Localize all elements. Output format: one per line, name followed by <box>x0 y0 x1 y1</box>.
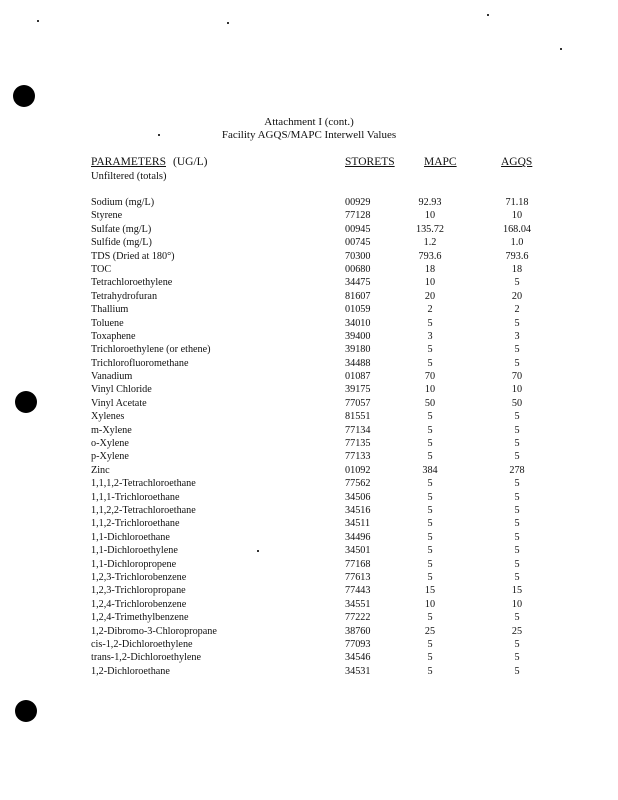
mapc-value: 2 <box>427 304 433 316</box>
agqs-value: 5 <box>514 665 520 677</box>
table-row <box>0 343 618 356</box>
mapc-value: 5 <box>427 612 433 624</box>
parameter-table <box>0 196 618 678</box>
table-row <box>0 410 618 423</box>
table-row <box>0 317 618 330</box>
mapc-value: 20 <box>424 290 436 302</box>
agqs-value: 5 <box>514 317 520 329</box>
page-subtitle: Facility AGQS/MAPC Interwell Values <box>221 129 397 141</box>
storet-code: 39400 <box>345 330 371 342</box>
parameter-name: trans-1,2-Dichloroethylene <box>91 652 202 664</box>
mapc-value: 18 <box>424 263 436 275</box>
parameter-name: 1,1,2-Trichloroethane <box>91 518 180 530</box>
scan-speck <box>227 22 229 24</box>
mapc-value: 70 <box>424 371 436 383</box>
agqs-value: 5 <box>514 531 520 543</box>
parameter-name: cis-1,2-Dichloroethylene <box>91 638 193 650</box>
mapc-value: 5 <box>427 491 433 503</box>
agqs-value: 5 <box>514 638 520 650</box>
storet-code: 77168 <box>345 558 371 570</box>
storet-code: 77134 <box>345 424 371 436</box>
storet-code: 81607 <box>345 290 371 302</box>
agqs-value: 5 <box>514 411 520 423</box>
storet-code: 77128 <box>345 210 371 222</box>
parameter-name: 1,1,1,2-Tetrachloroethane <box>91 478 196 490</box>
table-row <box>0 477 618 490</box>
storet-code: 01087 <box>345 371 371 383</box>
mapc-value: 5 <box>427 451 433 463</box>
table-row <box>0 303 618 316</box>
agqs-value: 5 <box>514 357 520 369</box>
scan-speck <box>560 48 562 50</box>
scan-speck <box>487 14 489 16</box>
mapc-value: 5 <box>427 531 433 543</box>
storet-code: 34475 <box>345 277 371 289</box>
storet-code: 77133 <box>345 451 371 463</box>
column-header-units: (UG/L) <box>173 156 208 168</box>
table-row <box>0 437 618 450</box>
agqs-value: 168.04 <box>502 223 531 235</box>
table-row <box>0 558 618 571</box>
agqs-value: 793.6 <box>505 250 529 262</box>
agqs-value: 5 <box>514 478 520 490</box>
mapc-value: 5 <box>427 504 433 516</box>
table-row <box>0 651 618 664</box>
parameter-name: Thallium <box>91 304 129 316</box>
parameter-name: Zinc <box>91 464 110 476</box>
parameter-name: 1,2,4-Trichlorobenzene <box>91 598 187 610</box>
parameter-name: Toxaphene <box>91 330 136 342</box>
column-header-mapc: MAPC <box>424 156 457 168</box>
parameter-name: Sodium (mg/L) <box>91 197 155 208</box>
parameter-name: TOC <box>91 263 112 275</box>
storet-code: 77135 <box>345 438 371 450</box>
parameter-name: 1,2-Dibromo-3-Chloropropane <box>91 625 217 637</box>
agqs-value: 70 <box>511 371 523 383</box>
storet-code: 00929 <box>345 197 371 208</box>
agqs-value: 5 <box>514 545 520 557</box>
parameter-name: m-Xylene <box>91 424 132 436</box>
agqs-value: 71.18 <box>505 197 529 208</box>
punch-hole-bottom <box>15 700 37 722</box>
parameter-name: Sulfate (mg/L) <box>91 223 152 235</box>
mapc-value: 5 <box>427 357 433 369</box>
table-row <box>0 330 618 343</box>
table-row <box>0 584 618 597</box>
mapc-value: 10 <box>424 598 436 610</box>
parameter-name: Trichlorofluoromethane <box>91 357 189 369</box>
agqs-value: 50 <box>511 397 523 409</box>
mapc-value: 10 <box>424 384 436 396</box>
mapc-value: 5 <box>427 344 433 356</box>
mapc-value: 135.72 <box>415 223 444 235</box>
scan-speck <box>37 20 39 22</box>
mapc-value: 5 <box>427 438 433 450</box>
agqs-value: 5 <box>514 491 520 503</box>
mapc-value: 5 <box>427 478 433 490</box>
mapc-value: 5 <box>427 571 433 583</box>
storet-code: 77222 <box>345 612 371 624</box>
storet-code: 77613 <box>345 571 371 583</box>
mapc-value: 5 <box>427 317 433 329</box>
storet-code: 34496 <box>345 531 371 543</box>
table-row <box>0 290 618 303</box>
table-row <box>0 276 618 289</box>
parameter-name: Vanadium <box>91 371 133 383</box>
parameter-name: Toluene <box>91 317 124 329</box>
table-row <box>0 571 618 584</box>
parameter-name: 1,1-Dichloropropene <box>91 558 177 570</box>
parameter-name: TDS (Dried at 180°) <box>91 250 175 262</box>
agqs-value: 1.0 <box>510 237 524 249</box>
storet-code: 34511 <box>345 518 371 530</box>
agqs-value: 18 <box>511 263 523 275</box>
parameter-name: 1,1-Dichloroethylene <box>91 545 178 557</box>
table-row <box>0 544 618 557</box>
storet-code: 39175 <box>345 384 371 396</box>
mapc-value: 384 <box>422 464 438 476</box>
mapc-value: 5 <box>427 411 433 423</box>
column-header-parameters: PARAMETERS <box>91 156 166 168</box>
parameter-name: Vinyl Acetate <box>91 397 147 409</box>
agqs-value: 5 <box>514 504 520 516</box>
parameter-name: Tetrachloroethylene <box>91 277 173 289</box>
storet-code: 00680 <box>345 263 371 275</box>
mapc-value: 10 <box>424 210 436 222</box>
table-row <box>0 209 618 222</box>
table-row <box>0 357 618 370</box>
mapc-value: 5 <box>427 558 433 570</box>
table-row <box>0 611 618 624</box>
mapc-value: 25 <box>424 625 436 637</box>
parameter-name: 1,1,2,2-Tetrachloroethane <box>91 504 196 516</box>
column-header-storets: STORETS <box>345 156 395 168</box>
storet-code: 77443 <box>345 585 371 597</box>
parameter-name: Tetrahydrofuran <box>91 290 158 302</box>
agqs-value: 5 <box>514 518 520 530</box>
table-row <box>0 517 618 530</box>
mapc-value: 15 <box>424 585 436 597</box>
table-row <box>0 196 618 209</box>
page-title: Attachment I (cont.) <box>264 116 354 128</box>
agqs-value: 5 <box>514 424 520 436</box>
storet-code: 34010 <box>345 317 371 329</box>
mapc-value: 5 <box>427 545 433 557</box>
agqs-value: 15 <box>511 585 523 597</box>
parameter-name: 1,2,3-Trichloropropane <box>91 585 186 597</box>
parameter-name: Vinyl Chloride <box>91 384 152 396</box>
agqs-value: 10 <box>511 384 523 396</box>
mapc-value: 50 <box>424 397 436 409</box>
mapc-value: 5 <box>427 638 433 650</box>
table-row <box>0 223 618 236</box>
storet-code: 34501 <box>345 545 371 557</box>
table-row <box>0 424 618 437</box>
storet-code: 38760 <box>345 625 371 637</box>
agqs-value: 3 <box>514 330 520 342</box>
storet-code: 77093 <box>345 638 371 650</box>
parameter-name: o-Xylene <box>91 438 129 450</box>
table-row <box>0 464 618 477</box>
table-row <box>0 504 618 517</box>
storet-code: 34551 <box>345 598 371 610</box>
agqs-value: 25 <box>511 625 523 637</box>
table-row <box>0 491 618 504</box>
column-header-agqs: AGQS <box>501 156 533 168</box>
agqs-value: 5 <box>514 612 520 624</box>
agqs-value: 278 <box>509 464 525 476</box>
storet-code: 81551 <box>345 411 371 423</box>
agqs-value: 5 <box>514 344 520 356</box>
mapc-value: 5 <box>427 665 433 677</box>
mapc-value: 793.6 <box>418 250 442 262</box>
storet-code: 34531 <box>345 665 371 677</box>
storet-code: 34506 <box>345 491 371 503</box>
parameter-name: 1,2,4-Trimethylbenzene <box>91 612 189 624</box>
agqs-value: 10 <box>511 210 523 222</box>
section-subheading: Unfiltered (totals) <box>91 171 167 182</box>
mapc-value: 3 <box>427 330 433 342</box>
table-row <box>0 665 618 678</box>
agqs-value: 5 <box>514 277 520 289</box>
storet-code: 34488 <box>345 357 371 369</box>
storet-code: 34546 <box>345 652 371 664</box>
mapc-value: 5 <box>427 652 433 664</box>
agqs-value: 20 <box>511 290 523 302</box>
storet-code: 00945 <box>345 223 371 235</box>
punch-hole-top <box>13 85 35 107</box>
parameter-name: Sulfide (mg/L) <box>91 237 152 249</box>
parameter-name: Trichloroethylene (or ethene) <box>91 344 211 356</box>
table-row <box>0 370 618 383</box>
storet-code: 00745 <box>345 237 371 249</box>
agqs-value: 5 <box>514 558 520 570</box>
parameter-name: 1,2,3-Trichlorobenzene <box>91 571 187 583</box>
parameter-name: p-Xylene <box>91 451 129 463</box>
parameter-name: Xylenes <box>91 411 125 423</box>
table-row <box>0 383 618 396</box>
mapc-value: 10 <box>424 277 436 289</box>
table-row <box>0 397 618 410</box>
agqs-value: 5 <box>514 571 520 583</box>
agqs-value: 5 <box>514 438 520 450</box>
parameter-name: Styrene <box>91 210 123 222</box>
table-row <box>0 638 618 651</box>
storet-code: 01059 <box>345 304 371 316</box>
storet-code: 01092 <box>345 464 371 476</box>
agqs-value: 2 <box>514 304 520 316</box>
storet-code: 77057 <box>345 397 371 409</box>
storet-code: 39180 <box>345 344 371 356</box>
mapc-value: 5 <box>427 518 433 530</box>
agqs-value: 5 <box>514 451 520 463</box>
table-row <box>0 236 618 249</box>
table-row <box>0 598 618 611</box>
storet-code: 34516 <box>345 504 371 516</box>
storet-code: 70300 <box>345 250 371 262</box>
mapc-value: 5 <box>427 424 433 436</box>
parameter-name: 1,2-Dichloroethane <box>91 665 170 677</box>
parameter-name: 1,1,1-Trichloroethane <box>91 491 180 503</box>
table-row <box>0 625 618 638</box>
agqs-value: 10 <box>511 598 523 610</box>
table-row <box>0 531 618 544</box>
mapc-value: 92.93 <box>418 197 442 208</box>
table-row <box>0 263 618 276</box>
mapc-value: 1.2 <box>423 237 437 249</box>
parameter-name: 1,1-Dichloroethane <box>91 531 170 543</box>
table-row <box>0 450 618 463</box>
storet-code: 77562 <box>345 478 371 490</box>
agqs-value: 5 <box>514 652 520 664</box>
table-row <box>0 250 618 263</box>
